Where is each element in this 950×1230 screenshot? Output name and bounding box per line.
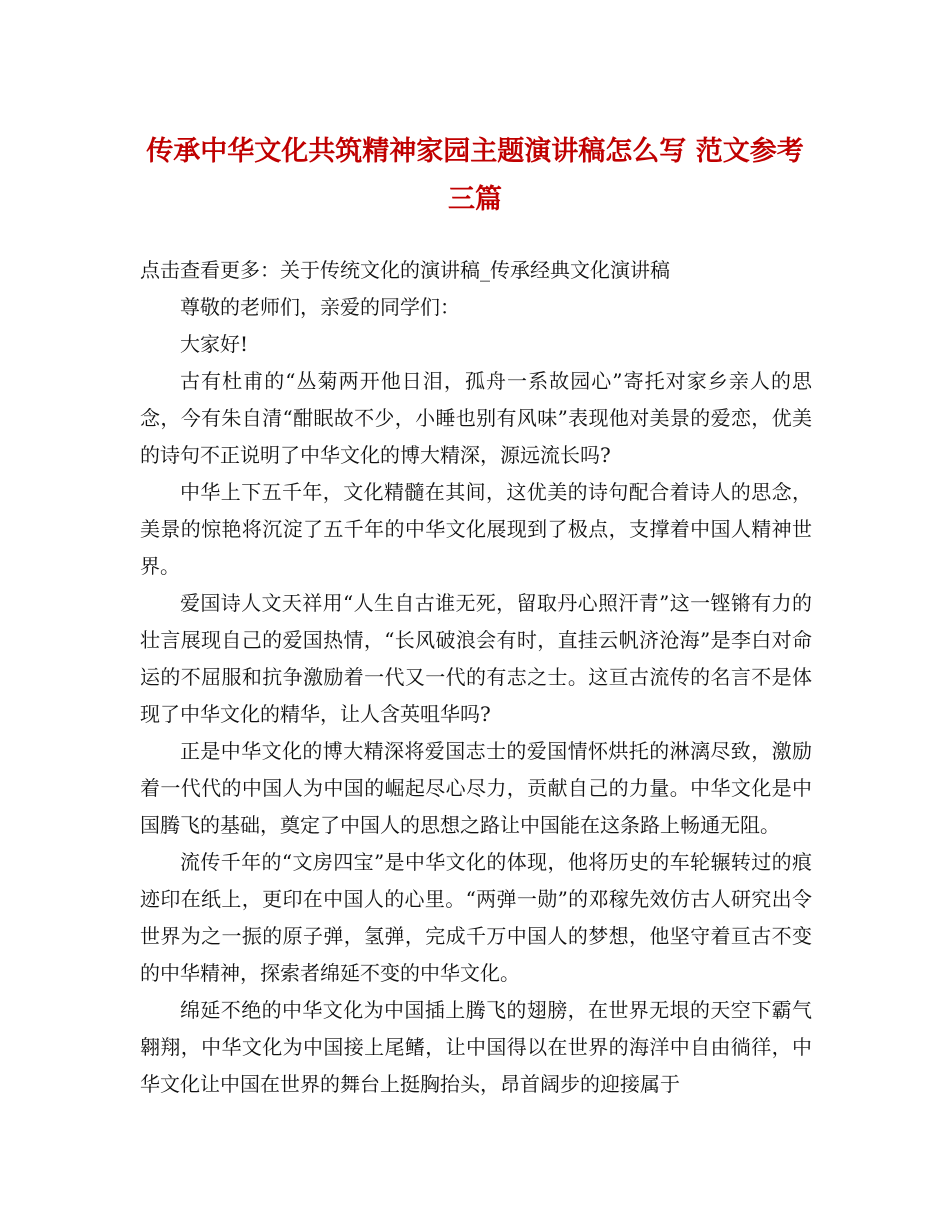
salutation-paragraph: 尊敬的老师们，亲爱的同学们：: [180, 295, 460, 319]
document-title: 传承中华文化共筑精神家园主题演讲稿怎么写 范文参考三篇: [146, 136, 804, 215]
more-link-paragraph: 点击查看更多：关于传统文化的演讲稿_传承经典文化演讲稿: [140, 258, 670, 282]
body-paragraph: 中华上下五千年，文化精髓在其间，这优美的诗句配合着诗人的思念，美景的惊艳将沉淀了五千年的中华文化展现到了极点，支撑着中国人精神世界。: [140, 480, 812, 578]
body-paragraph: 绵延不绝的中华文化为中国插上腾飞的翅膀，在世界无垠的天空下霸气翱翔，中华文化为中国接上尾鳍，让中国得以在世界的海洋中自由徜徉，中华文化让中国在世界的舞台上挺胸抬头，昂首阔步的迎接属于: [140, 998, 812, 1096]
document-body: [140, 252, 812, 1103]
greeting-paragraph: 大家好!: [180, 332, 249, 356]
body-paragraph: 流传千年的“文房四宝”是中华文化的体现，他将历史的车轮辗转过的痕迹印在纸上，更印在中国人的心里。“两弹一勋”的邓稼先效仿古人研究出令世界为之一振的原子弹，氢弹，完成千万中国人的梦想，他坚守着亘古不变的中华精神，探索者绵延不变的中华文化。: [140, 850, 812, 985]
body-paragraph: 古有杜甫的“丛菊两开他日泪，孤舟一系故园心”寄托对家乡亲人的思念，今有朱自清“酣眠故不少，小睡也别有风味”表现他对美景的爱恋，优美的诗句不正说明了中华文化的博大精深，源远流长吗?: [140, 369, 812, 467]
body-paragraph: 爱国诗人文天祥用“人生自古谁无死，留取丹心照汗青”这一铿锵有力的壮言展现自己的爱国热情，“长风破浪会有时，直挂云帆济沧海”是李白对命运的不屈服和抗争激励着一代又一代的有志之士。这亘古流传的名言不是体现了中华文化的精华，让人含英咀华吗?: [140, 591, 812, 726]
body-paragraph: 正是中华文化的博大精深将爱国志士的爱国情怀烘托的淋漓尽致，激励着一代代的中国人为中国的崛起尽心尽力，贡献自己的力量。中华文化是中国腾飞的基础，奠定了中国人的思想之路让中国能在这条路上畅通无阻。: [140, 739, 812, 837]
